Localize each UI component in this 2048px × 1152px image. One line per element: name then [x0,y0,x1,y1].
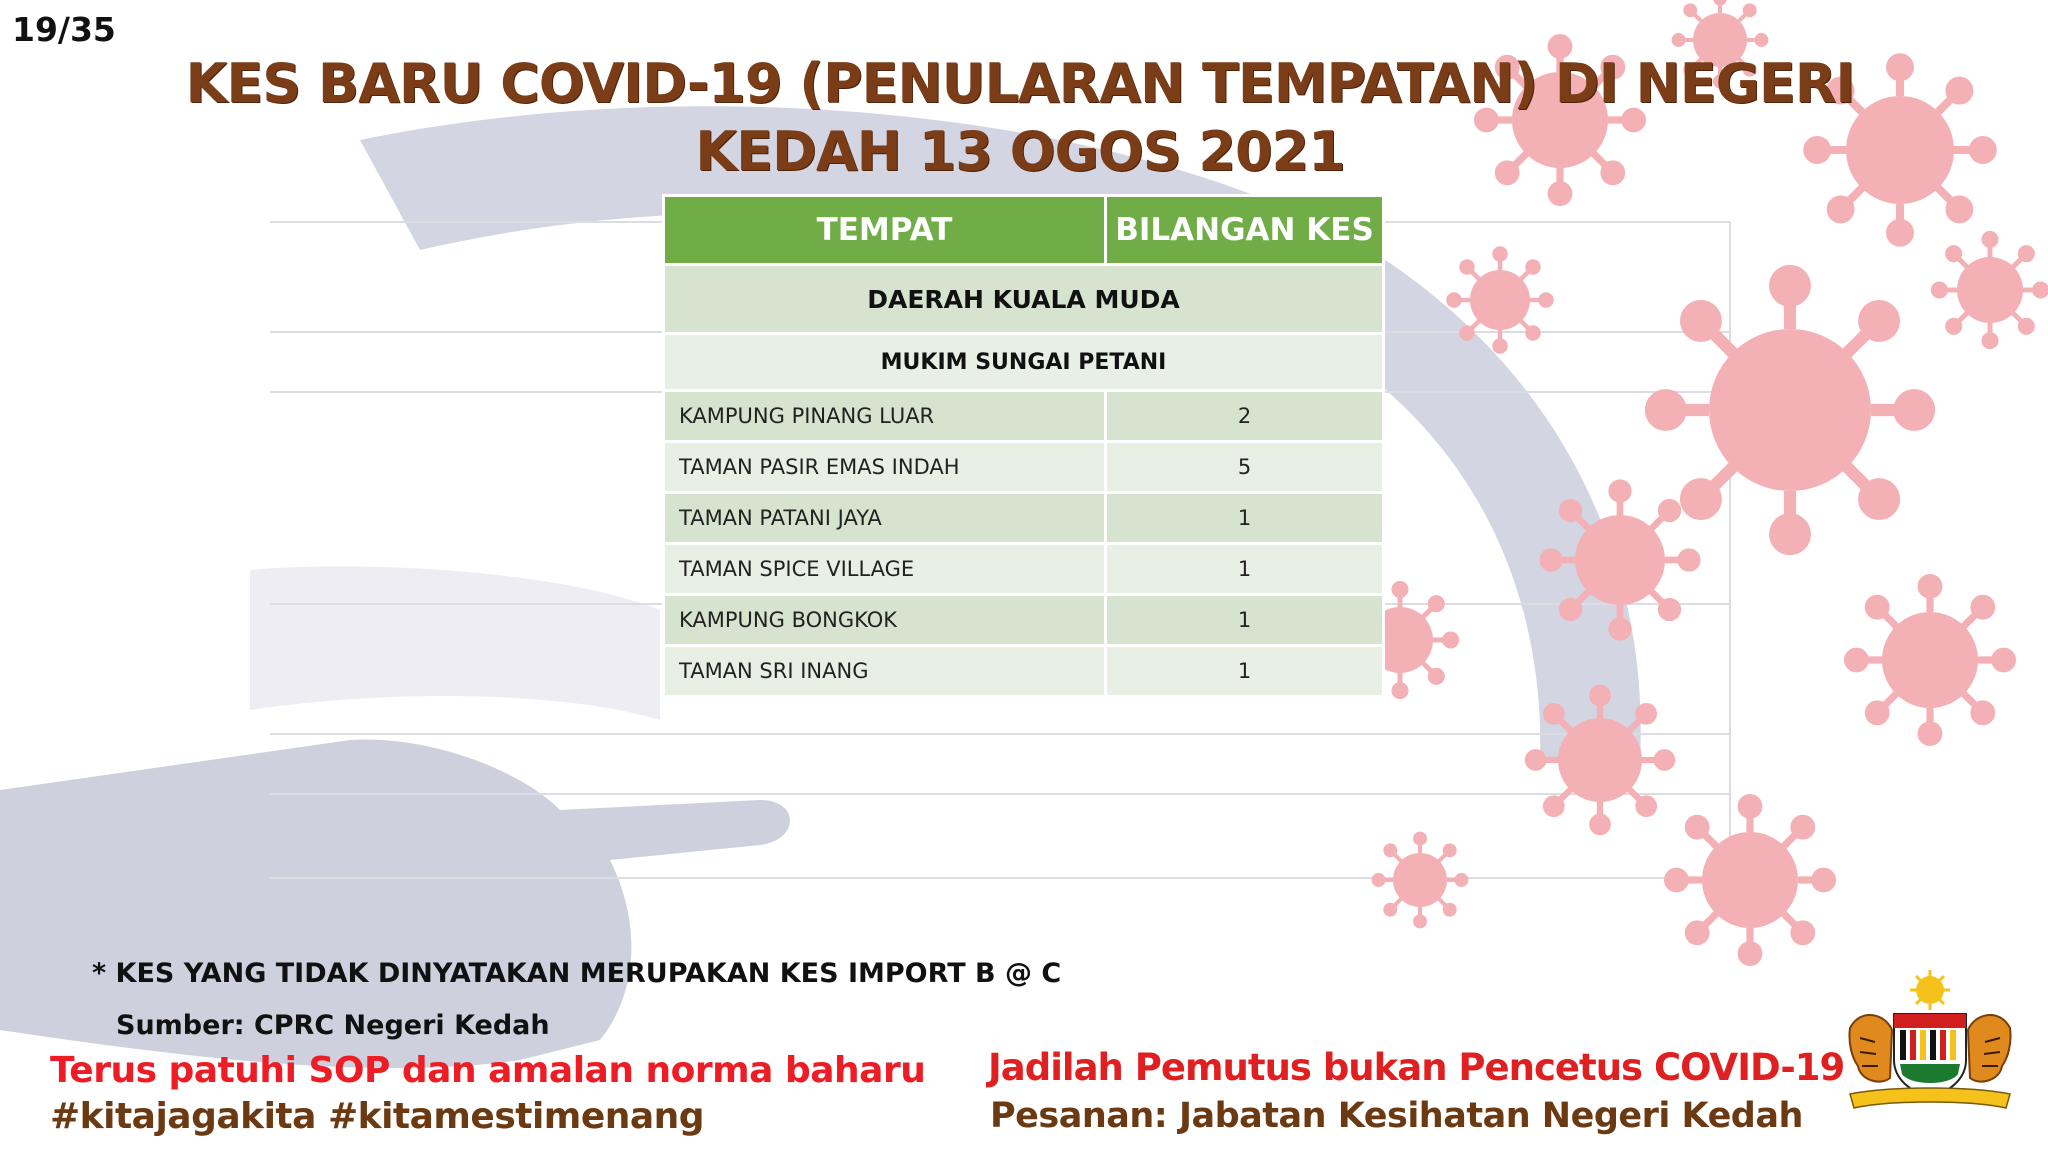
table-row [664,442,1384,493]
district-row [664,265,1384,334]
case-count-cell: 5 [1106,442,1384,493]
source-text: Sumber: CPRC Negeri Kedah [116,1010,550,1041]
sop-reminder: Terus patuhi SOP dan amalan norma baharu [50,1050,926,1091]
mukim-row [664,334,1384,391]
kedah-crest-icon [1830,968,2030,1118]
mukim-name: MUKIM SUNGAI PETANI [664,334,1384,391]
table-row [664,595,1384,646]
case-count-cell: 1 [1106,646,1384,697]
slogan: Jadilah Pemutus bukan Pencetus COVID-19 [988,1046,1845,1089]
import-case-note: * KES YANG TIDAK DINYATAKAN MERUPAKAN KES IMPORT B @ C [92,958,1062,989]
cases-table [662,194,1385,698]
column-header-bilangan-kes: BILANGAN KES [1106,196,1384,265]
case-count-cell: 1 [1106,493,1384,544]
column-header-tempat: TEMPAT [664,196,1106,265]
slide-title-line-1: KES BARU COVID-19 (PENULARAN TEMPATAN) DI NEGERI [185,52,1855,115]
district-name: DAERAH KUALA MUDA [664,265,1384,334]
table-row [664,544,1384,595]
table-row [664,646,1384,697]
place-cell: TAMAN PATANI JAYA [664,493,1106,544]
place-cell: KAMPUNG BONGKOK [664,595,1106,646]
place-cell: KAMPUNG PINANG LUAR [664,391,1106,442]
case-count-cell: 1 [1106,595,1384,646]
place-cell: TAMAN SRI INANG [664,646,1106,697]
hashtags: #kitajagakita #kitamestimenang [50,1096,705,1137]
place-cell: TAMAN SPICE VILLAGE [664,544,1106,595]
case-count-cell: 2 [1106,391,1384,442]
message-credit: Pesanan: Jabatan Kesihatan Negeri Kedah [990,1096,1803,1136]
page-number: 19/35 [12,10,116,49]
table-row [664,493,1384,544]
slide-title-line-2: KEDAH 13 OGOS 2021 [695,120,1345,183]
case-count-cell: 1 [1106,544,1384,595]
place-cell: TAMAN PASIR EMAS INDAH [664,442,1106,493]
table-header-row [664,196,1384,265]
table-row [664,391,1384,442]
